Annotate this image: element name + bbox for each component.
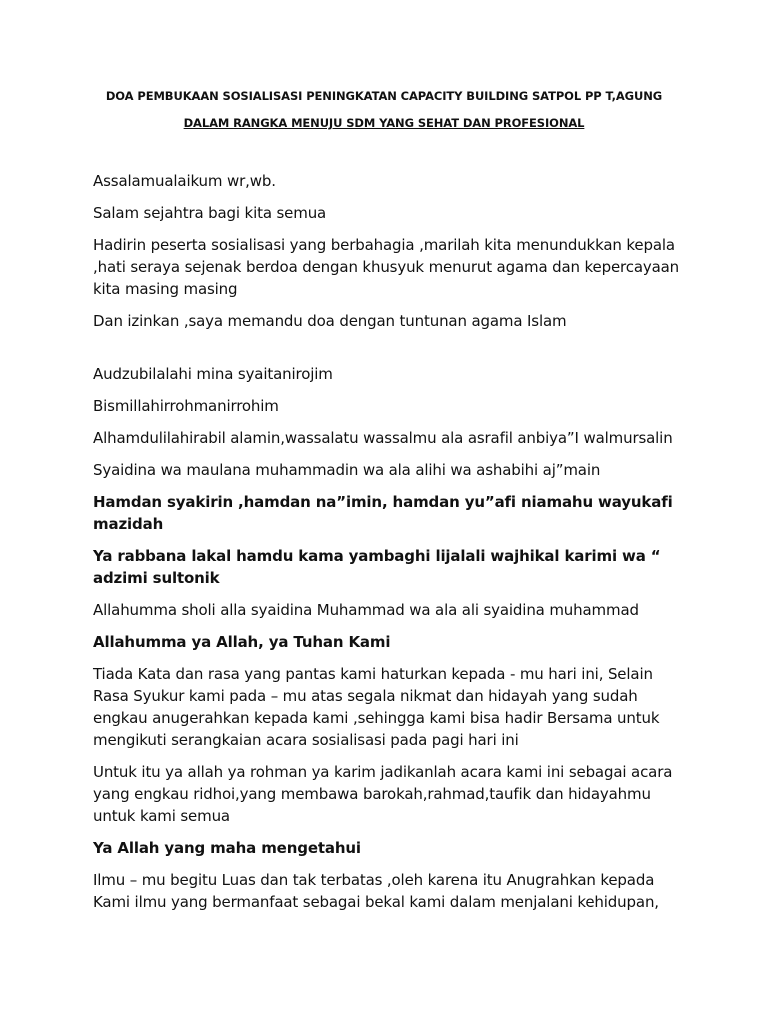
- paragraph-permission: Dan izinkan ,saya memandu doa dengan tuntunan agama Islam: [93, 312, 567, 330]
- paragraph-greeting: Assalamualaikum wr,wb.: [93, 172, 276, 190]
- paragraph-hamdalah: Alhamdulilahirabil alamin,wassalatu wassalmu ala asrafil anbiya”I walmursalin: [93, 429, 673, 447]
- paragraph-taawudz: Audzubilalahi mina syaitanirojim: [93, 365, 333, 383]
- paragraph-sholawat-intro: Syaidina wa maulana muhammadin wa ala alihi wa ashabihi aj”main: [93, 461, 601, 479]
- document-body: [93, 170, 683, 923]
- document-title: DOA PEMBUKAAN SOSIALISASI PENINGKATAN CAPACITY BUILDING SATPOL PP T,AGUNG: [105, 89, 663, 103]
- document-subtitle: DALAM RANGKA MENUJU SDM YANG SEHAT DAN PROFESIONAL: [183, 116, 585, 130]
- paragraph-salam: Salam sejahtra bagi kita semua: [93, 204, 327, 222]
- paragraph-gratitude: Tiada Kata dan rasa yang pantas kami haturkan kepada - mu hari ini, Selain Rasa Syukur kami pada – mu atas segala nikmat dan hidayah yang sudah engkau anugerahkan kepada kami ,sehingga kami bisa hadir Bersama untuk mengikuti serangkaian acara sosialisasi pada pagi hari ini: [93, 665, 660, 749]
- paragraph-allahumma-heading: Allahumma ya Allah, ya Tuhan Kami: [93, 633, 391, 651]
- paragraph-rabbana: Ya rabbana lakal hamdu kama yambaghi lijalali wajhikal karimi wa “ adzimi sultonik: [93, 547, 661, 587]
- paragraph-maha-mengetahui-heading: Ya Allah yang maha mengetahui: [93, 839, 361, 857]
- paragraph-basmalah: Bismillahirrohmanirrohim: [93, 397, 279, 415]
- paragraph-blessing: Untuk itu ya allah ya rohman ya karim jadikanlah acara kami ini sebagai acara yang engkau ridhoi,yang membawa barokah,rahmad,taufik dan hidayahmu untuk kami semua: [93, 763, 673, 825]
- paragraph-hamdan: Hamdan syakirin ,hamdan na”imin, hamdan yu”afi niamahu wayukafi mazidah: [93, 493, 673, 533]
- paragraph-sholawat: Allahumma sholi alla syaidina Muhammad wa ala ali syaidina muhammad: [93, 601, 639, 619]
- paragraph-knowledge: Ilmu – mu begitu Luas dan tak terbatas ,oleh karena itu Anugrahkan kepada Kami ilmu yang bermanfaat sebagai bekal kami dalam menjalani kehidupan,: [93, 871, 659, 911]
- paragraph-invitation: Hadirin peserta sosialisasi yang berbahagia ,marilah kita menundukkan kepala ,hati seraya sejenak berdoa dengan khusyuk menurut agama dan kepercayaan kita masing masing: [93, 236, 680, 298]
